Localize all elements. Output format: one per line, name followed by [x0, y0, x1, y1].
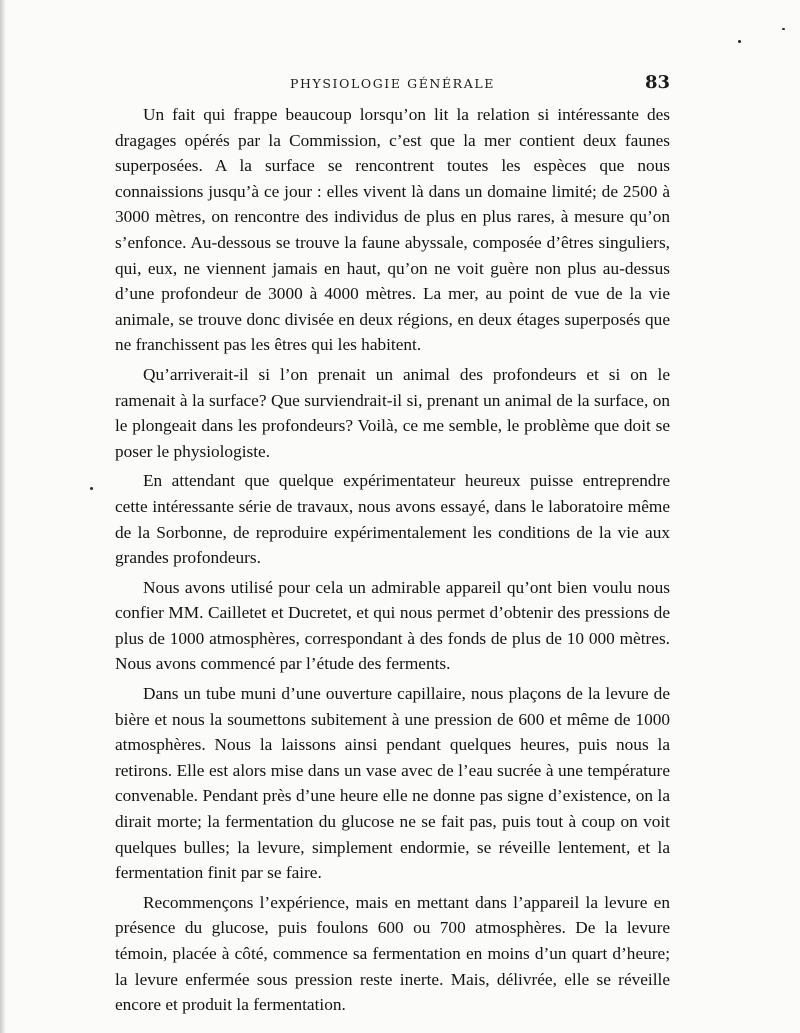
paragraph-3: En attendant que quelque expérimentateur heureux puisse entreprendre cette intéressante série de travaux, nous avons essayé, dans le laboratoire même de la Sorbonne, de reproduire expérimentalement les conditions de la vie aux grandes profondeurs. — [115, 471, 670, 568]
running-head — [115, 72, 670, 96]
paragraph-2: Qu’arriverait-il si l’on prenait un animal des profondeurs et si on le ramenait à la surface? Que surviendrait-il si, prenant un animal de la surface, on le plongeait dans les profondeurs? Voilà, ce me semble, le problème que doit se poser le physiologiste. — [115, 364, 670, 461]
page-edge-shadow — [0, 0, 6, 1033]
paragraph-6: Recommençons l’expérience, mais en mettant dans l’appareil la levure en présence du glucose, puis foulons 600 ou 700 atmosphères. De la levure témoin, placée à côté, commence sa fermentation en moins d’un quart d’heure; la levure enfermée sous pression reste inerte. Mais, délivrée, elle se réveille encore et produit la fermentation. — [115, 892, 670, 1015]
body-text — [115, 102, 670, 1022]
print-speck — [738, 40, 741, 43]
paragraph-1: Un fait qui frappe beaucoup lorsqu’on lit la relation si intéressante des dragages opérés par la Commission, c’est que la mer contient deux faunes superposées. A la surface se rencontrent toutes les espèces que nous connaissions jusqu’à ce jour : elles vivent là dans un domaine limité; de 2500 à 3000 mètres, on rencontre des individus de plus en plus rares, à mesure qu’on s’enfonce. Au-dessous se trouve la faune abyssale, composée d’êtres singuliers, qui, eux, ne viennent jamais en haut, qu’on ne voit guère non plus au-dessus d’une profondeur de 3000 à 4000 mètres. La mer, au point de vue de la vie animale, se trouve donc divisée en deux régions, en deux étages superposés que ne franchissent pas les êtres qui les habitent. — [115, 105, 670, 355]
page-number: 83 — [644, 72, 670, 93]
paragraph-4: Nous avons utilisé pour cela un admirable appareil qu’ont bien voulu nous confier MM. Cailletet et Ducretet, et qui nous permet d’obtenir des pressions de plus de 1000 atmosphères, correspondant à des fonds de plus de 10 000 mètres. Nous avons commencé par l’étude des ferments. — [115, 577, 670, 674]
running-title: PHYSIOLOGIE GÉNÉRALE — [290, 76, 495, 91]
print-speck — [782, 28, 785, 30]
print-speck — [90, 487, 93, 490]
paragraph-5: Dans un tube muni d’une ouverture capillaire, nous plaçons de la levure de bière et nous la soumettons subitement à une pression de 600 et même de 1000 atmosphères. Nous la laissons ainsi pendant quelques heures, puis nous la retirons. Elle est alors mise dans un vase avec de l’eau sucrée à une température convenable. Pendant près d’une heure elle ne donne pas signe d’existence, on la dirait morte; la fermentation du glucose ne se fait pas, puis tout à coup on voit quelques bulles; la levure, simplement endormie, se réveille lentement, et la fermentation finit par se faire. — [115, 684, 670, 883]
